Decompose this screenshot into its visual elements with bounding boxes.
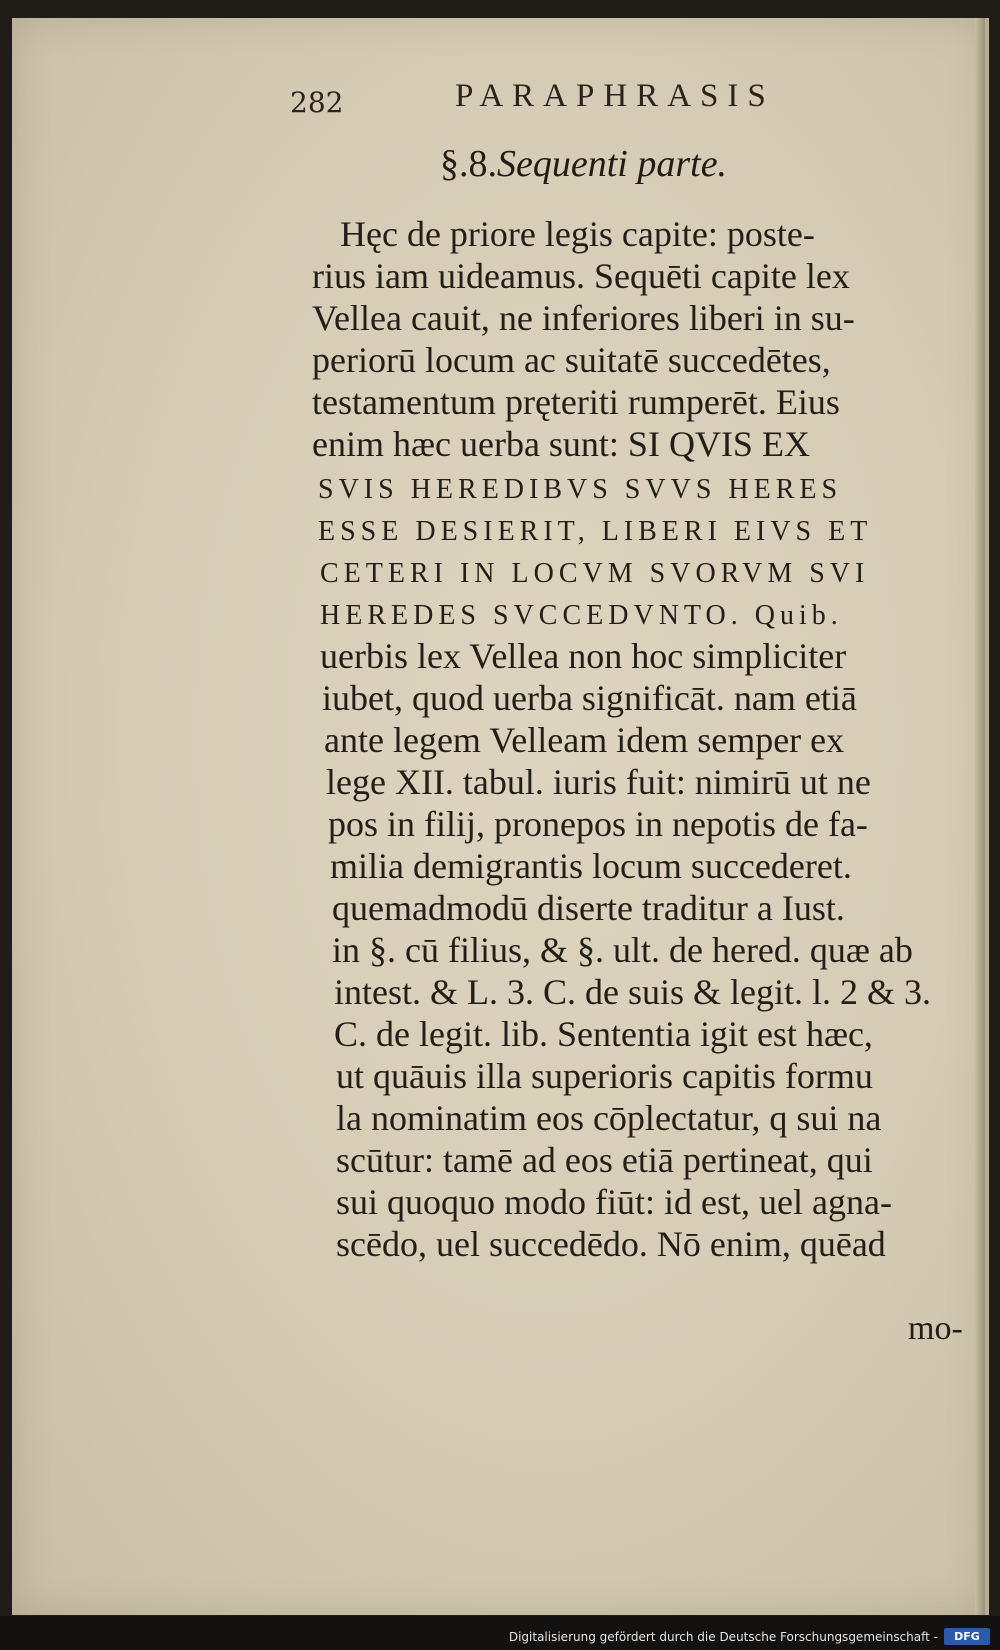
text-line: quemadmodū diserte traditur a Iust. (332, 888, 845, 928)
text-line: pos in filij, pronepos in nepotis de fa- (328, 804, 868, 844)
page-gutter (975, 18, 985, 1615)
folio-number: 282 (290, 86, 344, 119)
text-line: milia demigrantis locum succederet. (330, 846, 852, 886)
digitization-footer (0, 1616, 1000, 1650)
page-header (290, 72, 810, 122)
text-line: iubet, quod uerba significāt. nam etiā (322, 678, 857, 718)
section-heading (440, 142, 727, 186)
text-line: lege XII. tabul. iuris fuit: nimirū ut ne (326, 762, 871, 802)
catchword: mo- (908, 1310, 963, 1347)
text-line: testamentum pręteriti rumperēt. Eius (312, 382, 840, 422)
funding-credit: Digitalisierung gefördert durch die Deutsche Forschungsgemeinschaft - (508, 1630, 938, 1644)
running-head: PARAPHRASIS (455, 78, 775, 114)
section-mark: §.8. (440, 143, 497, 185)
dfg-logo: DFG (944, 1628, 990, 1645)
section-title: Sequenti parte. (497, 143, 728, 185)
text-line: ut quāuis illa superioris capitis formu (336, 1056, 873, 1096)
text-line: sui quoquo modo fiūt: id est, uel agna- (336, 1182, 892, 1222)
text-line: ante legem Velleam idem semper ex (324, 720, 845, 760)
text-line: ESSE DESIERIT, LIBERI EIVS ET (318, 516, 873, 547)
text-line: Hęc de priore legis capite: poste- (340, 214, 815, 254)
text-line: rius iam uideamus. Sequēti capite lex (312, 256, 850, 296)
text-line: enim hæc uerba sunt: SI QVIS EX (312, 424, 810, 464)
text-line: scūtur: tamē ad eos etiā pertineat, qui (336, 1140, 873, 1180)
text-line: C. de legit. lib. Sententia igit est hæc, (334, 1014, 873, 1054)
text-line: periorū locum ac suitatē succedētes, (312, 340, 831, 380)
text-line: HEREDES SVCCEDVNTO. Quib. (320, 600, 843, 631)
text-line: la nominatim eos cōplectatur, q sui na (336, 1098, 882, 1138)
text-line: CETERI IN LOCVM SVORVM SVI (320, 558, 870, 589)
text-line: scēdo, uel succedēdo. Nō enim, quēad (336, 1224, 886, 1264)
text-line: intest. & L. 3. C. de suis & legit. l. 2 & 3. (334, 972, 931, 1012)
text-line: uerbis lex Vellea non hoc simpliciter (320, 636, 847, 676)
text-line: SVIS HEREDIBVS SVVS HERES (318, 474, 843, 505)
text-line: Vellea cauit, ne inferiores liberi in su- (312, 298, 855, 338)
text-line: in §. cū filius, & §. ult. de hered. quæ ab (332, 930, 913, 970)
